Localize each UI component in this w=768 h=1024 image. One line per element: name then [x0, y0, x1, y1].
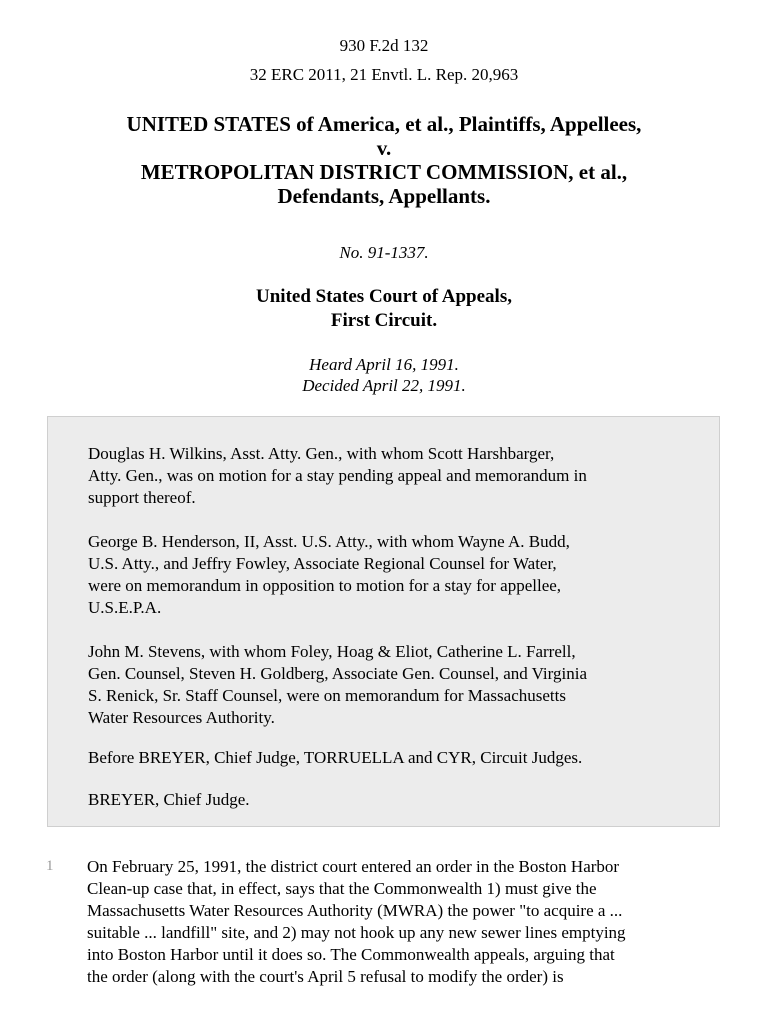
opinion-author: BREYER, Chief Judge. [88, 790, 250, 809]
counsel-line: George B. Henderson, II, Asst. U.S. Atty., with whom Wayne A. Budd, [88, 532, 570, 551]
case-caption [0, 112, 768, 208]
counsel-line: John M. Stevens, with whom Foley, Hoag & Eliot, Catherine L. Farrell, [88, 642, 576, 661]
counsel-appellants [88, 443, 708, 509]
reporter-citation: 930 F.2d 132 [339, 36, 429, 55]
counsel-line: support thereof. [88, 488, 196, 507]
decided-date: Decided April 22, 1991. [302, 376, 466, 395]
court-name [0, 285, 768, 333]
court-name-line2: First Circuit. [330, 310, 438, 331]
paragraph-line: the order (along with the court's April 5 refusal to modify the order) is [87, 967, 564, 986]
caption-defendants-role: Defendants, Appellants. [277, 184, 491, 208]
caption-versus: v. [376, 136, 392, 160]
paragraph-text [87, 856, 727, 988]
court-name-line1: United States Court of Appeals, [256, 286, 512, 307]
counsel-line: Water Resources Authority. [88, 708, 275, 727]
decision-dates [0, 354, 768, 396]
counsel-mwra [88, 641, 708, 729]
caption-defendants: METROPOLITAN DISTRICT COMMISSION, et al., [140, 160, 628, 184]
parallel-citation: 32 ERC 2011, 21 Envtl. L. Rep. 20,963 [249, 65, 519, 84]
paragraph-number: 1 [46, 858, 54, 874]
paragraph-line: On February 25, 1991, the district court entered an order in the Boston Harbor [87, 857, 620, 876]
counsel-line: were on memorandum in opposition to motion for a stay for appellee, [88, 576, 562, 595]
counsel-line: Atty. Gen., was on motion for a stay pending appeal and memorandum in [88, 466, 587, 485]
heard-date: Heard April 16, 1991. [309, 355, 459, 374]
counsel-line: U.S. Atty., and Jeffry Fowley, Associate Regional Counsel for Water, [88, 554, 557, 573]
paragraph-line: suitable ... landfill" site, and 2) may not hook up any new sewer lines emptying [87, 923, 626, 942]
docket-number: No. 91-1337. [339, 243, 429, 262]
counsel-line: Douglas H. Wilkins, Asst. Atty. Gen., with whom Scott Harshbarger, [88, 444, 555, 463]
caption-plaintiffs: UNITED STATES of America, et al., Plaintiffs, Appellees, [126, 112, 642, 136]
counsel-line: S. Renick, Sr. Staff Counsel, were on memorandum for Massachusetts [88, 686, 566, 705]
counsel-line: Gen. Counsel, Steven H. Goldberg, Associate Gen. Counsel, and Virginia [88, 664, 588, 683]
paragraph-line: Massachusetts Water Resources Authority (MWRA) the power "to acquire a ... [87, 901, 623, 920]
counsel-appellee-epa [88, 531, 708, 619]
judicial-panel: Before BREYER, Chief Judge, TORRUELLA and CYR, Circuit Judges. [88, 748, 583, 767]
paragraph-line: into Boston Harbor until it does so. The Commonwealth appeals, arguing that [87, 945, 615, 964]
counsel-line: U.S.E.P.A. [88, 598, 162, 617]
paragraph-line: Clean-up case that, in effect, says that the Commonwealth 1) must give the [87, 879, 597, 898]
counsel-box [47, 416, 720, 827]
